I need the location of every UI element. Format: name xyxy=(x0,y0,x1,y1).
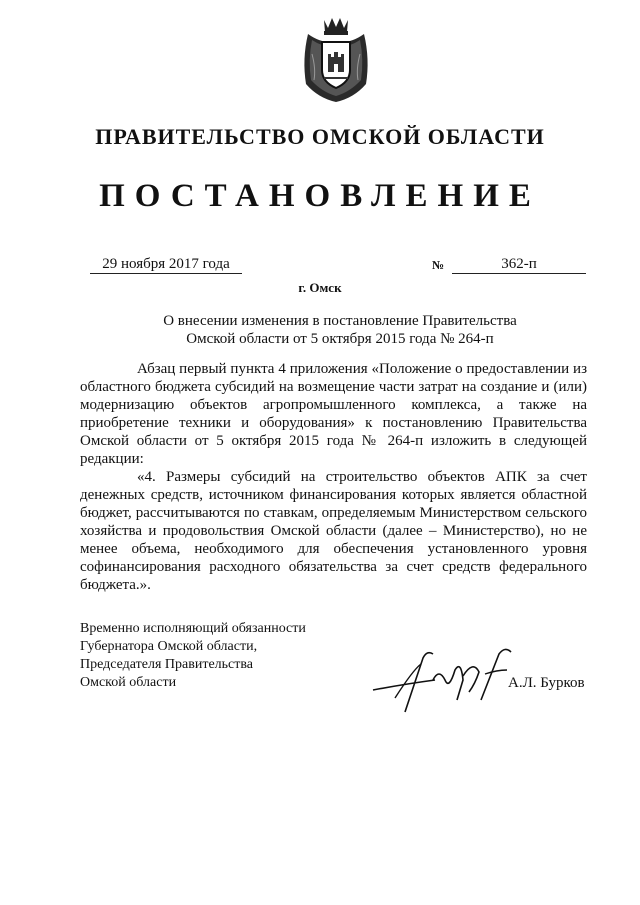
document-type: ПОСТАНОВЛЕНИЕ xyxy=(99,178,541,214)
body-paragraph-2: «4. Размеры субсидий на строительство объектов АПК за счет денежных средств, источником финансирования которых является областной бюджет, рассчитываются по ставкам, определяемым Министерством сельского хозяйства и продовольствия Омской области (далее – Министерство), но не менее объема, необходимого для обеспечения установленного уровня софинансирования расходного обязательства за счет средств федерального бюджета.». xyxy=(80,469,587,593)
document-place: г. Омск xyxy=(298,280,342,295)
signatory-title-line-1: Временно исполняющий обязанности xyxy=(80,621,306,636)
document-number: 362-п xyxy=(452,255,586,274)
handwritten-signature xyxy=(365,640,525,720)
signer-name: А.Л. Бурков xyxy=(508,675,585,691)
document-subject xyxy=(80,312,600,348)
document-date: 29 ноября 2017 года xyxy=(90,255,242,274)
signatory-title-line-3: Председателя Правительства xyxy=(80,657,254,672)
subject-line-2: Омской области от 5 октября 2015 года № 264-п xyxy=(186,331,494,347)
signatory-title-line-4: Омской области xyxy=(80,675,177,690)
signatory-title-line-2: Губернатора Омской области, xyxy=(80,639,258,654)
body-paragraph-1: Абзац первый пункта 4 приложения «Положение о предоставлении из областного бюджета субсидий на возмещение части затрат на создание и (или) модернизацию объектов агропромышленного комплекса, а также на приобретение техники и оборудования» к постановлению Правительства Омской области от 5 октября 2015 года № 264-п изложить в следующей редакции: xyxy=(80,361,587,467)
number-prefix: № xyxy=(432,258,445,272)
subject-line-1: О внесении изменения в постановление Правительства xyxy=(163,313,517,329)
document-body xyxy=(80,360,587,594)
organization-title: ПРАВИТЕЛЬСТВО ОМСКОЙ ОБЛАСТИ xyxy=(95,124,545,149)
signatory-title xyxy=(80,620,340,692)
emblem-icon xyxy=(298,14,374,104)
